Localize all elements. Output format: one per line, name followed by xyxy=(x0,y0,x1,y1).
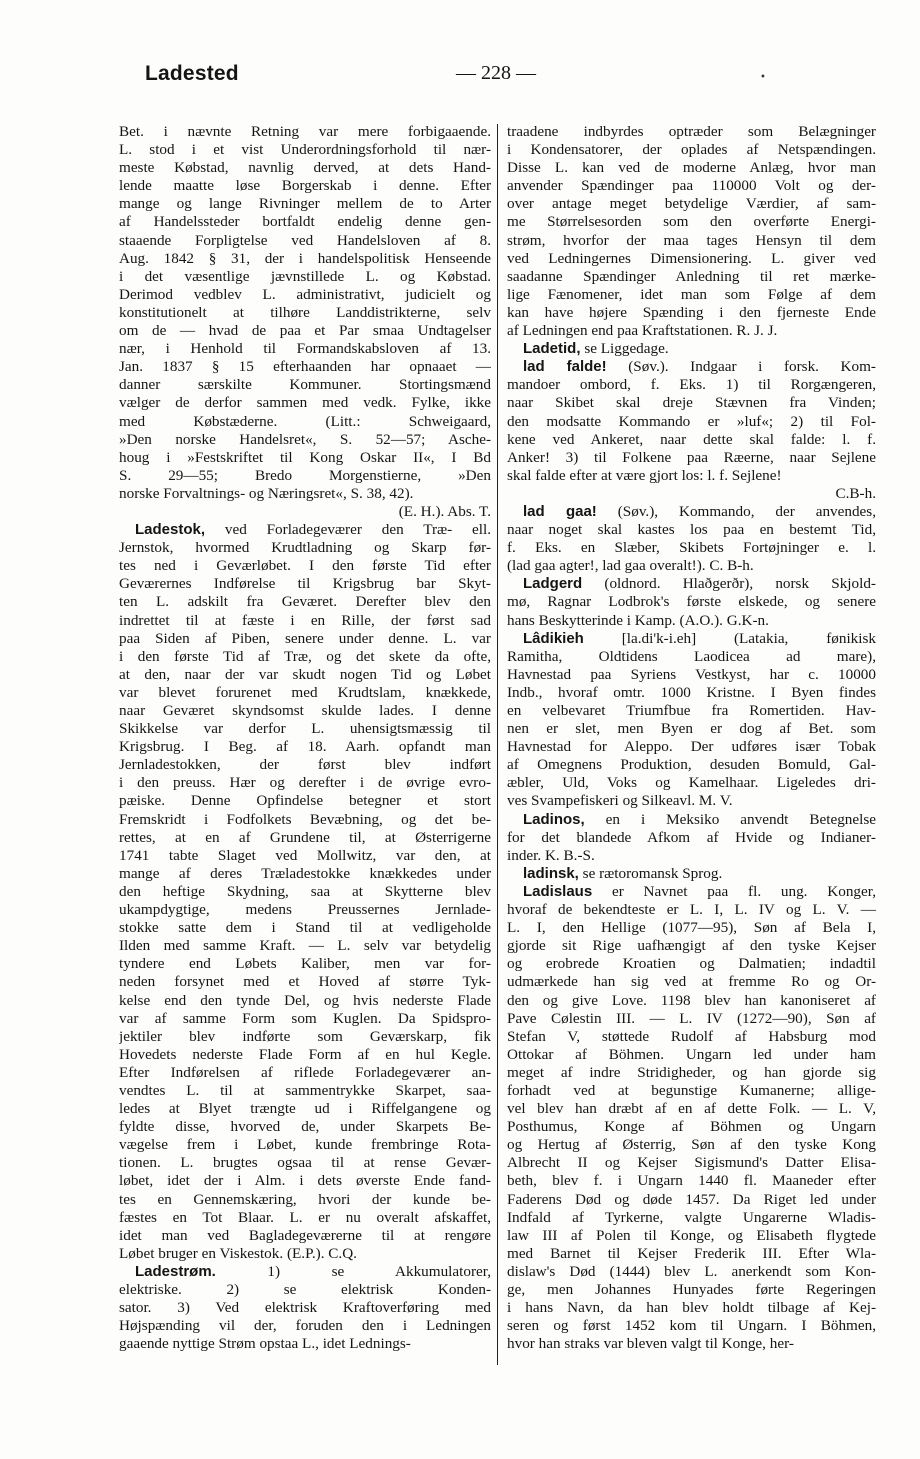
line-text: Ramitha, Oldtidens Laodicea ad mare), xyxy=(507,647,876,665)
running-head: Ladested xyxy=(145,62,239,85)
text-line xyxy=(119,865,491,883)
line-text: Jernstok, hvormed Krudtladning og Skarp før- xyxy=(119,539,491,557)
line-text: anvender Spændinger paa 110000 Volt og der- xyxy=(507,177,876,195)
line-text: i den første Tid af Træ, og det skete da ofte, xyxy=(119,647,491,665)
text-line xyxy=(507,720,876,738)
text-line xyxy=(119,286,491,304)
text-line xyxy=(507,467,876,485)
line-text: ten L. adskilt fra Geværet. Derefter blev den xyxy=(119,593,491,611)
text-line xyxy=(507,1154,876,1172)
text-line xyxy=(119,413,491,431)
line-text: paa Siden af Piben, senere under denne. L. var xyxy=(119,629,491,647)
text-line xyxy=(119,883,491,901)
line-text: hvor han straks var bleven valgt til Konge, her- xyxy=(507,1335,794,1353)
line-text: skal falde efter at være gjort los: l. f. Sejlene! xyxy=(507,466,782,484)
text-line xyxy=(119,593,491,611)
entry-start-line xyxy=(507,340,876,358)
text-line xyxy=(119,901,491,919)
line-text: Løbet bruger en Viskestok. (E.P.). C.Q. xyxy=(119,1244,357,1262)
line-text: S. 29—55; Bredo Morgenstierne, »Den xyxy=(119,466,491,484)
text-line xyxy=(507,141,876,159)
line-text: forhadt ved at begunstige Kumanerne; allige- xyxy=(507,1081,876,1099)
line-text: Disse L. kan ved de moderne Anlæg, hvor man xyxy=(507,159,876,177)
text-line xyxy=(119,684,491,702)
line-text: naar noget skal kastes los paa en bestemt Tid, xyxy=(507,521,876,539)
text-line xyxy=(507,394,876,412)
text-line xyxy=(119,1028,491,1046)
text-line xyxy=(119,1227,491,1245)
text-line xyxy=(507,973,876,991)
left-column xyxy=(119,123,491,1353)
text-line xyxy=(119,829,491,847)
text-line xyxy=(507,1227,876,1245)
line-text: staaende Forpligtelse ved Handelsloven af 8. xyxy=(119,231,491,249)
text-line xyxy=(507,1046,876,1064)
line-text: Ottokar af Böhmen. Ungarn led under ham xyxy=(507,1045,876,1063)
line-text: ved Ledningernes Dimensionering. L. giver ved xyxy=(507,249,876,267)
page-header xyxy=(0,58,920,94)
line-text: 1) se Akkumulatorer, xyxy=(267,1262,491,1280)
line-text: houg i »Festskriftet til Kong Oskar II«, I Bd xyxy=(119,448,491,466)
text-line xyxy=(119,195,491,213)
entry-start-line xyxy=(507,503,876,521)
entry-headword: Ladinos, xyxy=(523,810,585,828)
line-text: med Barnet til Kejser Frederik III. Efter Wla- xyxy=(507,1244,876,1262)
line-text: f. Eks. en Slæber, Skibets Fortøjninger e. l. xyxy=(507,539,876,557)
line-text: kelse end den tynde Del, og hvis nederste Flade xyxy=(119,991,491,1009)
line-text: mange og lange Rivninger mellem de to Arter xyxy=(119,195,491,213)
text-line xyxy=(119,1154,491,1172)
text-line xyxy=(119,1064,491,1082)
line-text: ved Forladegeværer den Træ- ell. xyxy=(224,521,491,539)
line-text: Havnestad paa Syriens Vestkyst, har c. 10000 xyxy=(507,665,876,683)
line-text: saadanne Spændinger Anledning til ret mærke- xyxy=(507,267,876,285)
line-text: Efter Indførelsen af riflede Forladegeværer an- xyxy=(119,1063,491,1081)
line-text: 1741 tabte Slaget ved Mollwitz, var den, at xyxy=(119,846,491,864)
line-text: for det blandede Afkom af Hvide og Indianer- xyxy=(507,828,876,846)
text-line xyxy=(119,1335,491,1353)
text-line xyxy=(119,612,491,630)
text-line xyxy=(119,159,491,177)
text-line xyxy=(507,1317,876,1335)
text-line xyxy=(507,1028,876,1046)
line-text: elektriske. 2) se elektrisk Konden- xyxy=(119,1281,491,1298)
line-text: med Købstæderne. (Litt.: Schweigaard, xyxy=(119,412,491,430)
line-text: Indb., hvoraf omtr. 1000 Kristne. I Byen findes xyxy=(507,683,876,701)
line-text: beth, blev f. i Ungarn 1440 fl. Maaneder efter xyxy=(507,1172,876,1190)
line-text: er Navnet paa fl. ung. Konger, xyxy=(611,882,876,900)
text-line xyxy=(507,792,876,810)
corner-mark: • xyxy=(760,72,766,83)
line-text: stokke satte dem i Stand til at vedligeholde xyxy=(119,919,491,937)
column-divider xyxy=(497,124,498,1365)
text-line xyxy=(507,1245,876,1263)
text-line xyxy=(119,304,491,322)
text-line xyxy=(119,394,491,412)
text-line xyxy=(507,557,876,575)
line-text: (Søv.), Kommando, der anvendes, xyxy=(617,502,876,520)
line-text: Derimod vedblev L. administrativt, judicielt og xyxy=(119,285,491,303)
line-text: i det væsentlige jævnstillede L. og Købstad. xyxy=(119,267,491,285)
text-line xyxy=(119,1245,491,1263)
line-text: i hans Navn, da han blev holdt tilbage af Kej- xyxy=(507,1299,876,1317)
line-text: Pave Cølestin III. — L. IV (1272—90), Søn af xyxy=(507,1009,876,1027)
entry-headword: Ladislaus xyxy=(523,882,593,900)
line-text: Faderens Død og døde 1457. Da Riget led under xyxy=(507,1190,876,1208)
text-line xyxy=(119,485,491,503)
text-line xyxy=(119,141,491,159)
text-line xyxy=(507,992,876,1010)
text-line xyxy=(507,304,876,322)
line-text: om de — hvad de paa et Par smaa Undtagelser xyxy=(119,322,491,340)
text-line xyxy=(119,268,491,286)
entry-start-line xyxy=(507,865,876,883)
line-text: sator. 3) Ved elektrisk Kraftoverføring med xyxy=(119,1299,491,1317)
text-line xyxy=(507,666,876,684)
text-line xyxy=(119,955,491,973)
line-text: vel blev han dræbt af en af dette Folk. — L. V, xyxy=(507,1100,876,1118)
line-text: Krigsbrug. I Beg. af 18. Aarh. opfandt man xyxy=(119,738,491,756)
line-text: neden forsynet med et Hoved af større Tyk- xyxy=(119,973,491,991)
text-line xyxy=(507,1209,876,1227)
line-text: hvoraf de bekendteste er L. I, L. IV og L. V. — xyxy=(507,901,876,919)
text-line xyxy=(119,1010,491,1028)
text-line xyxy=(507,1263,876,1281)
text-line xyxy=(507,1082,876,1100)
line-text: fyldte disse, hvorved de, under Skarpets Be- xyxy=(119,1118,491,1136)
line-text: traadene indbyrdes optræder som Belægninger xyxy=(507,123,876,140)
line-text: gjorde sit Rige uafhængigt af den tyske Kejser xyxy=(507,937,876,955)
text-line xyxy=(119,919,491,937)
text-line xyxy=(119,232,491,250)
line-text: Fremskridt i Fodfolkets Bevæbning, og det be- xyxy=(119,810,491,828)
text-line xyxy=(119,1317,491,1335)
line-text: vægelse frem i Løbet, kunde frembringe Rota- xyxy=(119,1136,491,1154)
line-text: Stefan V, støttede Rudolf af Habsburg mod xyxy=(507,1027,876,1045)
text-line xyxy=(507,684,876,702)
line-text: lige Fænomener, idet man som Følge af dem xyxy=(507,285,876,303)
text-line xyxy=(119,1082,491,1100)
text-line xyxy=(119,340,491,358)
line-text: ves Svampefiskeri og Silkeavl. M. V. xyxy=(507,792,733,810)
line-text: (oldnord. Hlaðgerðr), norsk Skjold- xyxy=(604,575,876,593)
line-text: Anker! 3) til Folkene paa Ræerne, naar Sejlene xyxy=(507,448,876,466)
text-line xyxy=(507,702,876,720)
line-text: me Størrelsesorden som den overførte Energi- xyxy=(507,213,876,231)
line-text: løbet, idet der i Alm. i dets øverste Ende fand- xyxy=(119,1172,491,1190)
text-line xyxy=(119,648,491,666)
line-text: gaaende nyttige Strøm opstaa L., idet Lednings- xyxy=(119,1335,411,1353)
text-line xyxy=(507,1100,876,1118)
text-line xyxy=(119,756,491,774)
text-line xyxy=(119,575,491,593)
line-text: meget af indre Stridigheder, og han gjorde sig xyxy=(507,1063,876,1081)
text-line xyxy=(507,413,876,431)
text-line xyxy=(507,521,876,539)
line-text: Jan. 1837 § 15 efterhaanden har opnaaet — xyxy=(119,358,491,376)
text-line xyxy=(119,539,491,557)
text-line xyxy=(119,376,491,394)
line-text: den modsatte Kommando er »luf«; 2) til Fol- xyxy=(507,412,876,430)
text-line xyxy=(119,1299,491,1317)
line-text: meste Købstad, navnlig derved, at dets Hand- xyxy=(119,159,491,177)
line-text: konstitutionelt at tilhøre Landdistrikterne, selv xyxy=(119,303,491,321)
line-text: Havnestad for Aleppo. Der udføres især Tobak xyxy=(507,738,876,756)
text-line xyxy=(507,774,876,792)
line-text: Jernladestokken, der først blev indført xyxy=(119,756,491,774)
text-line xyxy=(507,322,876,340)
line-text: af Ledningen end paa Kraftstationen. R. J. J. xyxy=(507,322,778,340)
entry-headword: lad gaa! xyxy=(523,502,597,520)
line-text: rettes, at en af Grundene til, at Østerrigerne xyxy=(119,828,491,846)
line-text: over antage meget betydelige Værdier, af sam- xyxy=(507,195,876,213)
text-line xyxy=(507,177,876,195)
text-line xyxy=(507,1118,876,1136)
line-text: pæiske. Denne Opfindelse betegner et stort xyxy=(119,792,491,810)
line-text: C.B-h. xyxy=(835,484,876,502)
line-text: Højspænding vil der, foruden den i Ledningen xyxy=(119,1317,491,1335)
line-text: i den preuss. Hær og derefter i de øvrige evro- xyxy=(119,774,491,792)
text-line xyxy=(507,612,876,630)
text-line xyxy=(119,847,491,865)
line-text: idet man ved Bagladegeværerne til at rengøre xyxy=(119,1226,491,1244)
line-text: tes ned i Geværløbet. I den første Tid efter xyxy=(119,557,491,575)
text-line xyxy=(507,195,876,213)
text-line xyxy=(507,738,876,756)
line-text: ukampdygtige, medens Preussernes Jernlade- xyxy=(119,901,491,919)
line-text: tes en Gennemskæring, hvori der kunde be- xyxy=(119,1190,491,1208)
text-line xyxy=(507,1064,876,1082)
text-line xyxy=(119,503,491,521)
line-text: mø, Ragnar Lodbrok's første elskede, og senere xyxy=(507,593,876,611)
text-line xyxy=(119,431,491,449)
right-column xyxy=(507,123,876,1353)
line-text: »Den norske Handelsret«, S. 52—57; Asche- xyxy=(119,430,491,448)
text-line xyxy=(507,485,876,503)
line-text: naar Geværet skyndsomst skulde lades. I denne xyxy=(119,702,491,719)
text-line xyxy=(119,123,491,141)
text-line xyxy=(507,123,876,141)
line-text: Hovedets nederste Flade Form af en hul Kegle. xyxy=(119,1045,491,1063)
line-text: fæstes en Tot Blaar. L. er nu overalt afskaffet, xyxy=(119,1208,491,1226)
line-text: mandoer ombord, f. Eks. 1) til Rorgængeren, xyxy=(507,376,876,394)
entry-start-line xyxy=(507,811,876,829)
text-line xyxy=(507,901,876,919)
text-line xyxy=(507,213,876,231)
text-line xyxy=(507,539,876,557)
entry-start-line xyxy=(119,1263,491,1281)
text-line xyxy=(507,1281,876,1299)
text-line xyxy=(119,1046,491,1064)
entry-headword: lad falde! xyxy=(523,358,607,376)
entry-headword: Ladestok, xyxy=(135,521,206,539)
line-text: Albrecht II og Kejser Sigismund's Datter Elisa- xyxy=(507,1154,876,1172)
line-text: Indfald af Tyrkerne, valgte Ungarerne Wladis- xyxy=(507,1208,876,1226)
entry-start-line xyxy=(507,575,876,593)
text-line xyxy=(507,1191,876,1209)
text-line xyxy=(119,666,491,684)
text-line xyxy=(507,847,876,865)
line-text: vendtes L. til at sammentrykke Skarpet, saa- xyxy=(119,1081,491,1099)
line-text: [la.di'k-i.eh] (Latakia, fønikisk xyxy=(621,629,876,647)
entry-headword: ladinsk, xyxy=(523,864,579,882)
line-text: tionen. L. brugtes ogsaa til at rense Gevær- xyxy=(119,1154,491,1172)
entry-headword: Ladgerd xyxy=(523,575,583,593)
line-text: Ilden med samme Kraft. — L. selv var betydelig xyxy=(119,937,491,955)
text-line xyxy=(119,702,491,720)
line-text: og erobrede Kroatien og Dalmatien; indadtil xyxy=(507,955,876,973)
line-text: og Hertug af Østerrig, Søn af den tyske Kong xyxy=(507,1136,876,1154)
line-text: inder. K. B.-S. xyxy=(507,846,595,864)
line-text: nen er slet, men Byen er dog af Bet. som xyxy=(507,720,876,738)
text-line xyxy=(119,449,491,467)
text-line xyxy=(507,593,876,611)
text-line xyxy=(507,286,876,304)
text-line xyxy=(507,1172,876,1190)
text-line xyxy=(507,250,876,268)
line-text: Bet. i nævnte Retning var mere forbigaaende. xyxy=(119,123,491,140)
text-line xyxy=(507,1335,876,1353)
line-text: naar Skibet skal dreje Stævnen fra Vinden; xyxy=(507,394,876,412)
text-line xyxy=(119,1191,491,1209)
line-text: en i Meksiko anvendt Betegnelse xyxy=(605,810,876,828)
text-line xyxy=(119,322,491,340)
entry-headword: Lâdikieh xyxy=(523,629,584,647)
text-line xyxy=(119,774,491,792)
line-text: udmærkede han sig ved at fremme Ro og Or- xyxy=(507,973,876,991)
text-line xyxy=(507,268,876,286)
text-line xyxy=(507,1299,876,1317)
text-line xyxy=(119,811,491,829)
line-text: seren og først 1452 kom til Ungarn. I Böhmen, xyxy=(507,1317,876,1335)
line-text: strøm, hvorfor der maa tages Hensyn til dem xyxy=(507,231,876,249)
line-text: æbler, Uld, Voks og Kamelhaar. Ligeledes dri- xyxy=(507,774,876,792)
text-line xyxy=(507,159,876,177)
line-text: ge, men Johannes Hunyades førte Regeringen xyxy=(507,1281,876,1298)
text-line xyxy=(119,1136,491,1154)
text-line xyxy=(507,449,876,467)
text-line xyxy=(507,232,876,250)
entry-headword: Ladetid, xyxy=(523,340,581,358)
line-text: law III af Polen til Konge, og Elisabeth flygtede xyxy=(507,1226,876,1244)
text-line xyxy=(119,937,491,955)
text-line xyxy=(507,955,876,973)
line-text: af Omegnens Produktion, desuden Bomuld, Gal- xyxy=(507,756,876,774)
line-text: den og give Love. 1198 blev han kanoniseret af xyxy=(507,991,876,1009)
line-text: se rætoromansk Sprog. xyxy=(582,864,723,882)
line-text: Aug. 1842 § 31, der i handelspolitisk Henseende xyxy=(119,249,491,267)
text-line xyxy=(507,648,876,666)
line-text: kene ved Ankeret, naar dette skal falde: l. f. xyxy=(507,430,876,448)
line-text: nær, i Henhold til Formandskabsloven af 13. xyxy=(119,340,491,358)
line-text: kan have højere Spænding i den fjerneste Ende xyxy=(507,303,876,321)
text-line xyxy=(119,213,491,231)
line-text: dislaw's Død (1444) blev L. anerkendt som Kon- xyxy=(507,1262,876,1280)
line-text: mange af deres Træladestokke knækkedes under xyxy=(119,864,491,882)
line-text: ledes at Blyet trængte ud i Riffelgangene og xyxy=(119,1100,491,1118)
line-text: i Kondensatorer, der oplades af Netspændingen. xyxy=(507,141,876,159)
text-line xyxy=(119,973,491,991)
text-line xyxy=(119,992,491,1010)
line-text: Skikkelse var derfor L. uhensigtsmæssig til xyxy=(119,720,491,738)
text-line xyxy=(119,1281,491,1299)
line-text: vælger de derfor sammen med vedk. Fylke, ikke xyxy=(119,394,491,412)
text-line xyxy=(507,919,876,937)
text-line xyxy=(119,720,491,738)
line-text: norske Forvaltnings- og Næringsret«, S. 38, 42). xyxy=(119,484,414,502)
line-text: en velbevaret Triumfbue fra Romertiden. Hav- xyxy=(507,702,876,719)
line-text: Geværernes Indførelse til Krigsbrug bar Skyt- xyxy=(119,575,491,593)
line-text: den heftige Skydning, saa at Skytterne blev xyxy=(119,882,491,900)
line-text: Posthumus, Konge af Böhmen og Ungarn xyxy=(507,1118,876,1136)
text-line xyxy=(119,250,491,268)
entry-start-line xyxy=(507,358,876,376)
line-text: L. stod i et vist Underordningsforhold til nær- xyxy=(119,141,491,159)
line-text: tyndere end Løbets Kaliber, men var for- xyxy=(119,955,491,973)
entry-start-line xyxy=(119,521,491,539)
entry-start-line xyxy=(507,883,876,901)
line-text: jektiler blev indførte som Geværskarp, fik xyxy=(119,1027,491,1045)
text-line xyxy=(119,557,491,575)
text-line xyxy=(507,376,876,394)
text-line xyxy=(119,792,491,810)
line-text: lende maatte løse Borgerskab i denne. Efter xyxy=(119,177,491,195)
text-line xyxy=(119,1172,491,1190)
text-line xyxy=(507,756,876,774)
line-text: at den, naar der var skudt nogen Tid og Løbet xyxy=(119,665,491,683)
line-text: hans Beskytterinde i Kamp. (A.O.). G.K-n. xyxy=(507,611,769,629)
text-line xyxy=(507,937,876,955)
text-line xyxy=(119,738,491,756)
text-line xyxy=(507,829,876,847)
entry-start-line xyxy=(507,630,876,648)
text-line xyxy=(119,1100,491,1118)
line-text: var af samme Form som Kuglen. Da Spidspro- xyxy=(119,1009,491,1027)
line-text: se Liggedage. xyxy=(584,340,669,358)
entry-headword: Ladestrøm. xyxy=(135,1262,216,1280)
line-text: (E. H.). Abs. T. xyxy=(398,502,491,520)
text-line xyxy=(119,1209,491,1227)
text-line xyxy=(119,1118,491,1136)
text-line xyxy=(119,467,491,485)
line-text: danner særskilte Kommuner. Stortingsmænd xyxy=(119,376,491,394)
line-text: indrettet til at fæste i en Rille, der først sad xyxy=(119,611,491,629)
text-line xyxy=(507,1136,876,1154)
text-line xyxy=(119,358,491,376)
line-text: L. I, den Hellige (1077—95), Søn af Bela I, xyxy=(507,919,876,937)
text-line xyxy=(507,431,876,449)
line-text: (Søv.). Indgaar i forsk. Kom- xyxy=(628,358,876,376)
line-text: var blevet forurenet med Krudtslam, knækkede, xyxy=(119,683,491,701)
text-line xyxy=(119,177,491,195)
text-line xyxy=(507,1010,876,1028)
text-line xyxy=(119,630,491,648)
line-text: af Handelssteder bortfaldt endelig denne gen- xyxy=(119,213,491,231)
page-number: — 228 — xyxy=(456,62,536,84)
line-text: (lad gaa agter!, lad gaa overalt!). C. B-h. xyxy=(507,557,754,575)
